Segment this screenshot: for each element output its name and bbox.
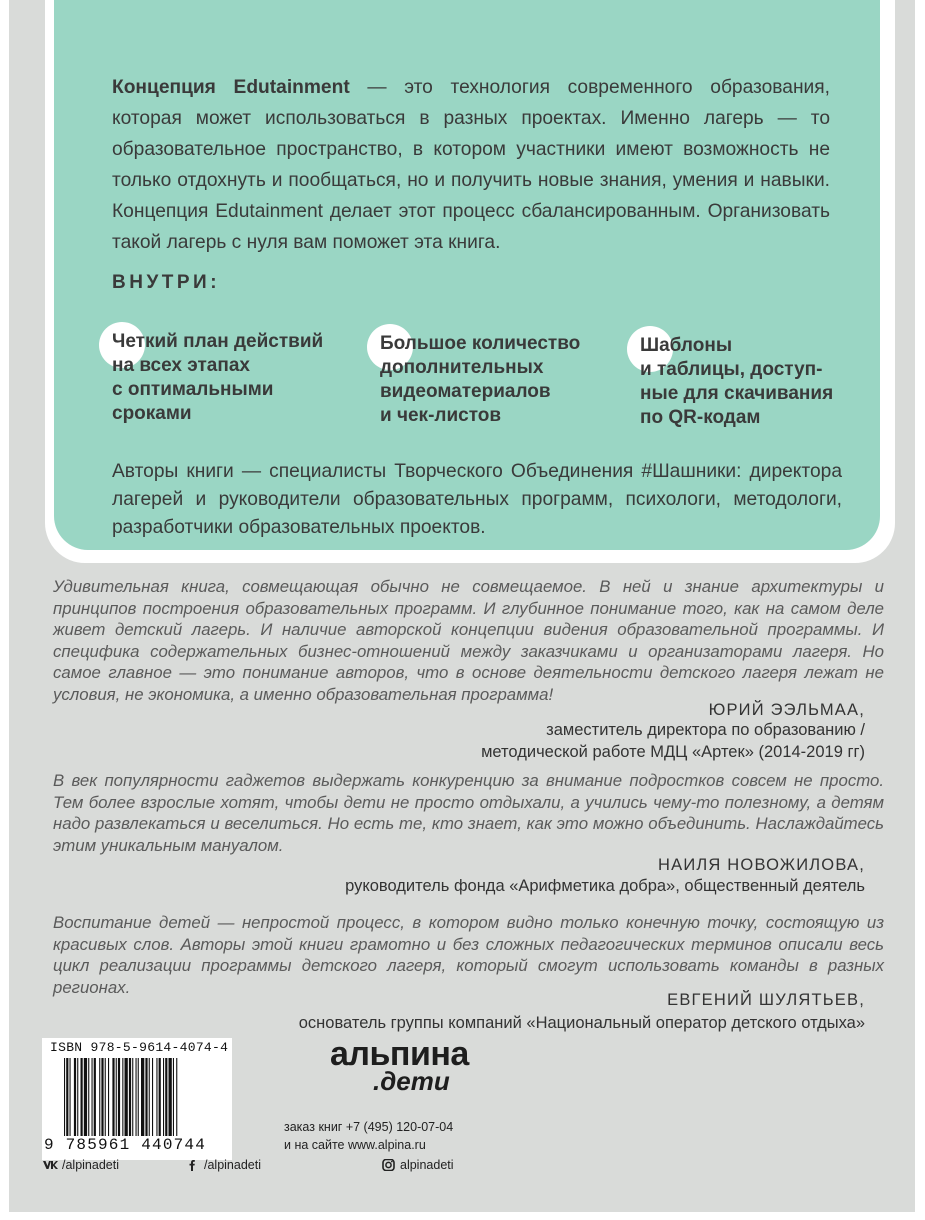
quote-author-name: ЕВГЕНИЙ ШУЛЯТЬЕВ, [667,991,865,1009]
barcode-bar [165,1058,167,1136]
order-info: заказ книг +7 (495) 120-07-04 и на сайте www.alpina.ru [284,1120,454,1152]
barcode-bar [94,1058,96,1136]
barcode-bar [145,1058,147,1136]
barcode-bar [70,1058,71,1136]
quote-text: Удивительная книга, совмещающая обычно не совмещаемое. В ней и знание архитектуры и принципов построения образовательных программ. И глубинное понимание того, как на самом деле живет детский лагерь. И наличие авторской концепции видения образовательной программы. И специфика содержательных бизнес-отношений между заказчиками и организаторами лагеря. Но самое главное — это понимание авторов, что в основе деятельности детского лагеря лежат не условия, не экономика, а именно образовательная программа! [53,577,884,704]
instagram-icon [380,1159,396,1171]
quote-text: Воспитание детей — непростой процесс, в котором видно только конечную точку, состоящую из красивых слов. Авторы этой книги грамотно и без сложных педагогических терминов описали весь цикл реализации программы детского лагеря, который смогут использовать команды в разных регионах. [53,913,884,997]
barcode-bars [64,1058,224,1136]
barcode-bar [112,1058,114,1136]
barcode-bar [116,1058,117,1136]
feature-text: Большое количество дополнительных видеоматериалов и чек-листов [380,333,581,426]
barcode-bar [138,1058,139,1136]
vk-icon [42,1159,58,1171]
quote-author-role: руководитель фонда «Арифметика добра», общественный деятель [345,877,865,895]
barcode-bar [88,1058,89,1136]
barcode-bar [169,1058,172,1136]
barcode-bar [77,1058,78,1136]
barcode-bar [149,1058,150,1136]
feature-item [112,330,323,426]
barcode-bar [118,1058,120,1136]
social-fb[interactable] [184,1158,261,1172]
barcode-bar [101,1058,103,1136]
quote-author-role: заместитель директора по образованию / методической работе МДЦ «Артек» (2014-2019 гг) [481,721,865,761]
feature-item [380,332,580,428]
publisher-logo: альпина [330,1035,469,1073]
publisher-logo-suffix: .дети [373,1066,450,1096]
quote-author-role: основатель группы компаний «Национальный оператор детского отдыха» [298,1014,865,1032]
barcode-bar [81,1058,83,1136]
barcode-bar [163,1058,164,1136]
fb-handle: /alpinadeti [204,1158,261,1172]
quote-author-name: ЮРИЙ ЭЭЛЬМАА, [708,701,865,719]
inside-heading: ВНУТРИ: [112,272,221,293]
barcode-bar [136,1058,137,1136]
barcode-bar [99,1058,100,1136]
instagram-handle: alpinadeti [400,1158,454,1172]
intro-bold: Концепция Edutainment [112,77,350,98]
barcode-bar [84,1058,87,1136]
barcode-bar [105,1058,106,1136]
intro-paragraph [112,72,830,258]
barcode-bar [141,1058,144,1136]
barcode-bar [152,1058,153,1136]
barcode-bar [108,1058,109,1136]
barcode-bar [129,1058,131,1136]
barcode-bar [92,1058,93,1136]
barcode-digits: 9 785961 440744 [44,1136,207,1154]
facebook-icon [184,1159,200,1171]
barcode-bar [159,1058,161,1136]
barcode-bar [173,1058,174,1136]
vk-handle: /alpinadeti [62,1158,119,1172]
book-back-cover [9,0,915,1212]
barcode-bar [122,1058,123,1136]
feature-item [640,334,833,430]
barcode-bar [66,1058,68,1136]
barcode-bar [156,1058,157,1136]
intro-text: — это технология современного образования, которая может использоваться в разных проектах. Именно лагерь — то образовательное пространство, в котором участники имеют возможность не только отдохнуть и пообщаться, но и получить новые знания, умения и навыки. Концепция Edutainment делает этот процесс сбалансированным. Организовать такой лагерь с нуля вам поможет эта книга. [112,77,830,253]
barcode-bar [64,1058,65,1136]
social-instagram[interactable] [380,1158,454,1172]
social-vk[interactable] [42,1158,119,1172]
barcode-bar [74,1058,76,1136]
feature-text: Четкий план действий на всех этапах с оптимальными сроками [112,331,324,424]
quote-text: В век популярности гаджетов выдержать конкуренцию за внимание подростков совсем не просто. Тем более взрослые хотят, чтобы дети не просто отдыхали, а учились чему-то полезному, а детям надо развлекаться и веселиться. Но есть те, кто знает, как это можно объединить. Наслаждайтесь этим уникальным мануалом. [53,771,884,855]
quote-author-name: НАИЛЯ НОВОЖИЛОВА, [658,856,865,874]
isbn-number: ISBN 978-5-9614-4074-4 [50,1040,229,1055]
feature-text: Шаблоны и таблицы, доступ- ные для скачивания по QR-кодам [640,335,834,428]
barcode-bar [176,1058,177,1136]
barcode-bar [125,1058,128,1136]
barcode-bar [132,1058,133,1136]
authors-paragraph: Авторы книги — специалисты Творческого Объединения #Шашники: директора лагерей и руководители образовательных программ, психологи, методологи, разработчики образовательных проектов. [112,461,842,538]
isbn-barcode [42,1038,232,1160]
